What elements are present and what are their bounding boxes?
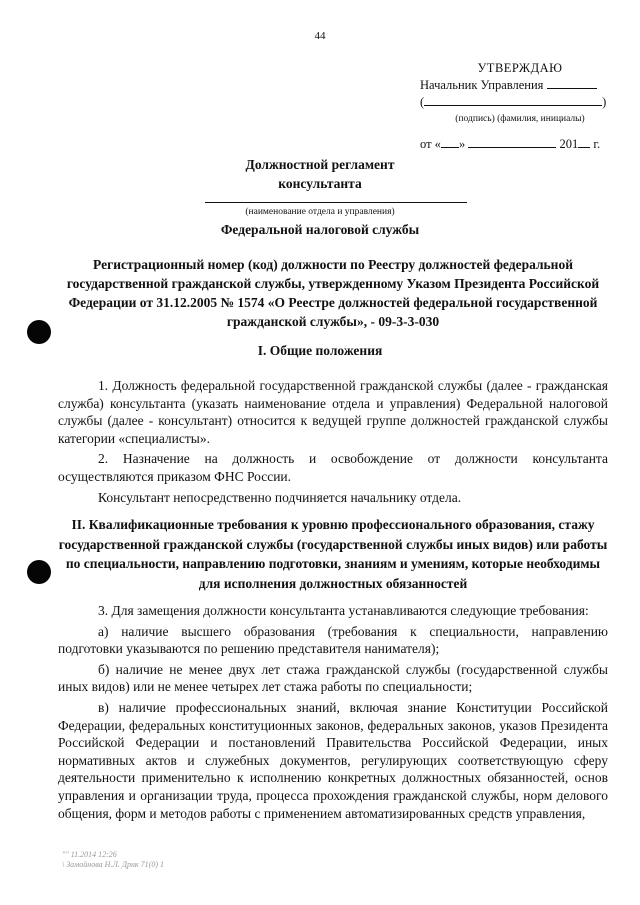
paragraph-c: в) наличие профессиональных знаний, включая знание Конституции Российской Федерации, федеральных конституционных законов, федеральных законов, указов Президента Российской Федерации и постановлений Правительства Российской Федерации, иных нормативных актов и служебных документов, регулирующих соответствующую сферу деятельности применительно к исполнению конкретных должностных обязанностей, основ управления и организации труда, процесса прохождения гражданской службы, норм делового общения, форм и методов работы с применением автоматизированных средств управления,	[58, 699, 608, 821]
signature-open: (	[420, 95, 425, 109]
paragraph-a: а) наличие высшего образования (требования к специальности, направлению подготовки указываются по решению представителя нанимателя);	[58, 623, 608, 657]
punch-hole-top	[27, 320, 51, 344]
year-blank	[578, 136, 590, 148]
approval-block	[420, 60, 620, 153]
paragraph-subordination: Консультант непосредственно подчиняется начальнику отдела.	[98, 489, 462, 505]
registration-number: Регистрационный номер (код) должности по Реестру должностей федеральной государственной гражданской службы, утвержденному Указом Президента Российской Федерации от 31.12.2005 № 1574 «О Реестре должностей федеральной государственной гражданской службы», - 09-3-3-030	[66, 257, 600, 329]
section-1-heading: I. Общие положения	[257, 343, 383, 358]
page-number: 44	[314, 30, 326, 42]
scan-stamp	[62, 850, 164, 870]
service-name: Федеральной налоговой службы	[220, 222, 420, 237]
regulation-position: консультанта	[278, 176, 362, 191]
department-underline	[205, 202, 467, 203]
regulation-title: Должностной регламент	[245, 157, 395, 172]
department-caption: (наименование отдела и управления)	[245, 207, 395, 217]
paragraph-b: б) наличие не менее двух лет стажа гражданской службы (государственной службы иных видов) или не менее четырех лет стажа работы по специальности;	[58, 661, 608, 695]
date-suffix: г.	[593, 137, 601, 151]
punch-hole-bottom	[27, 560, 51, 584]
position-blank	[547, 77, 597, 89]
scan-stamp-line-2: \ Замойнова Н.Л. Дрнк 71(0) 1	[62, 860, 164, 869]
month-blank	[468, 136, 556, 148]
signature-caption: (подпись) (фамилия, инициалы)	[455, 114, 585, 124]
section-2-heading: II. Квалификационные требования к уровню профессионального образования, стажу государственной гражданской службы (государственной службы иных видов) или работы по специальности, направлению подготовки, знаниям и умениям, которые необходимы для исполнения должностных обязанностей	[58, 517, 608, 591]
scan-stamp-line-1: "" 11.2014 12:26	[62, 850, 117, 859]
approval-position: Начальник Управления	[420, 78, 544, 92]
approval-heading: УТВЕРЖДАЮ	[477, 61, 563, 75]
paragraph-3: 3. Для замещения должности консультанта устанавливаются следующие требования:	[98, 603, 589, 618]
date-year: 201	[559, 137, 579, 151]
signature-line	[420, 94, 620, 111]
paragraph-1: 1. Должность федеральной государственной гражданской службы (далее - гражданская служба) консультанта (указать наименование отдела и управления) Федеральной налоговой службы (далее - консультант) относится к ведущей группе должностей гражданской службы категории «специалисты».	[58, 378, 608, 446]
signature-blank	[424, 94, 602, 106]
paragraph-2: 2. Назначение на должность и освобождение от должности консультанта осуществляются приказом ФНС России.	[58, 451, 608, 484]
date-mid: »	[458, 137, 466, 151]
section-1-body	[58, 377, 608, 509]
section-2-body	[58, 602, 608, 825]
day-blank	[441, 136, 459, 148]
date-from: от «	[420, 137, 441, 151]
approval-position-line	[420, 77, 620, 94]
signature-close: )	[602, 95, 607, 109]
approval-date-line	[420, 136, 620, 153]
